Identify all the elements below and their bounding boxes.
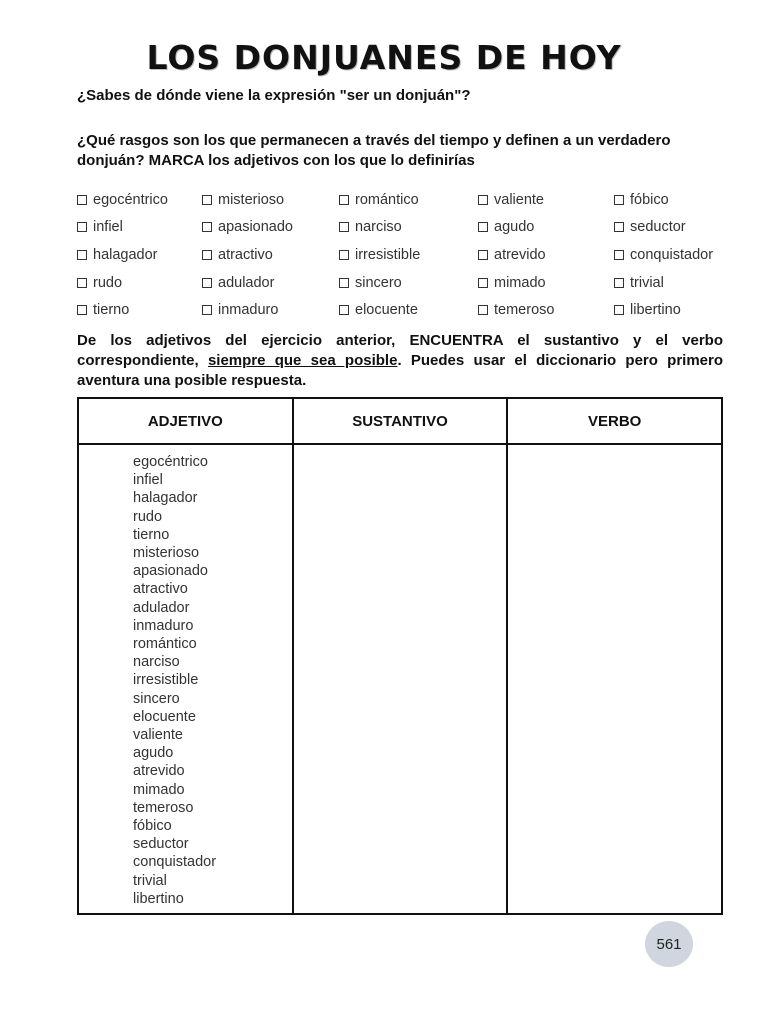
list-item: libertino [133,890,184,907]
adjective-option[interactable] [77,219,202,235]
adjective-option[interactable] [614,219,734,235]
checkbox-row [77,214,734,242]
checkbox[interactable] [202,222,212,232]
list-item: romántico [133,636,197,653]
list-item: mimado [133,781,185,798]
instruction-underlined: siempre que sea posible [207,352,398,369]
checkbox[interactable] [77,278,87,288]
adjective-option[interactable] [614,275,734,291]
adjective-option[interactable] [339,192,478,208]
checkbox[interactable] [202,305,212,315]
adjective-option[interactable] [478,192,614,208]
list-item: sincero [133,690,180,707]
option-label: tierno [93,302,130,319]
list-item: apasionado [133,563,208,580]
list-item: agudo [133,745,174,762]
adjective-checkbox-grid [77,186,734,324]
checkbox[interactable] [478,278,488,288]
adjective-option[interactable] [339,247,478,263]
noun-answer-cell[interactable] [293,444,508,914]
list-item: rudo [133,508,163,525]
option-label: infiel [93,219,123,236]
list-item: fóbico [133,818,172,835]
option-label: inmaduro [218,302,279,319]
option-label: rudo [93,274,123,291]
option-label: valiente [494,191,544,208]
checkbox[interactable] [77,195,87,205]
page-title: LOS DONJUANES DE HOY [146,38,622,77]
list-item: halagador [133,490,198,507]
checkbox[interactable] [77,250,87,260]
list-item: inmaduro [133,617,194,634]
adjective-option[interactable] [478,302,614,318]
adjective-option[interactable] [202,247,339,263]
list-item: valiente [133,727,183,744]
option-label: fóbico [630,191,669,208]
question-traits: ¿Qué rasgos son los que permanecen a través del tiempo y definen a un verdadero donjuán? MARCA los adjetivos con los que lo definirías [77,132,671,169]
header-adjetivo: ADJETIVO [78,398,293,444]
list-item: seductor [133,836,189,853]
checkbox[interactable] [614,250,624,260]
option-label: elocuente [355,302,418,319]
list-item: tierno [133,526,170,543]
option-label: apasionado [218,219,293,236]
list-item: narciso [133,654,180,671]
option-label: seductor [630,219,686,236]
adjective-option[interactable] [202,192,339,208]
option-label: conquistador [630,246,714,263]
option-label: misterioso [218,191,285,208]
adjective-option[interactable] [614,192,734,208]
option-label: romántico [355,191,419,208]
checkbox[interactable] [339,195,349,205]
question-origin: ¿Sabes de dónde viene la expresión "ser un donjuán"? [77,87,471,104]
option-label: atractivo [218,246,273,263]
checkbox[interactable] [478,222,488,232]
option-label: agudo [494,219,535,236]
question-noun-verb [77,331,723,391]
instruction-text: . Puedes usar el diccionario pero primero aventura una posible respuesta. [77,352,724,389]
list-item: conquistador [133,854,217,871]
checkbox[interactable] [77,305,87,315]
option-label: atrevido [494,246,546,263]
list-item: misterioso [133,545,200,562]
checkbox-row [77,296,734,324]
adjective-list [79,445,292,908]
checkbox[interactable] [339,278,349,288]
option-label: narciso [355,219,402,236]
list-item: adulador [133,599,190,616]
option-label: halagador [93,246,158,263]
checkbox-row [77,269,734,297]
adjective-option[interactable] [202,302,339,318]
adjective-option[interactable] [614,247,734,263]
list-item: trivial [133,872,167,889]
adjective-option[interactable] [77,275,202,291]
option-label: mimado [494,274,546,291]
adjective-option[interactable] [614,302,734,318]
adjective-option[interactable] [478,275,614,291]
adjective-option[interactable] [77,192,202,208]
adjective-option[interactable] [202,219,339,235]
checkbox[interactable] [339,250,349,260]
page-number: 561 [645,921,693,967]
table-body-row [78,444,722,914]
list-item: temeroso [133,799,194,816]
checkbox[interactable] [614,222,624,232]
option-label: trivial [630,274,664,291]
checkbox[interactable] [339,305,349,315]
adjective-option[interactable] [478,219,614,235]
checkbox[interactable] [339,222,349,232]
option-label: libertino [630,302,681,319]
adjective-column [78,444,293,914]
checkbox[interactable] [77,222,87,232]
option-label: adulador [218,274,275,291]
option-label: irresistible [355,246,421,263]
word-family-table [77,397,723,915]
checkbox[interactable] [614,305,624,315]
adjective-option[interactable] [77,247,202,263]
header-sustantivo: SUSTANTIVO [293,398,508,444]
checkbox-row [77,241,734,269]
checkbox[interactable] [614,195,624,205]
adjective-option[interactable] [339,219,478,235]
checkbox-row [77,186,734,214]
option-label: sincero [355,274,402,291]
checkbox[interactable] [478,305,488,315]
adjective-option[interactable] [339,275,478,291]
list-item: elocuente [133,708,196,725]
list-item: infiel [133,472,163,489]
checkbox[interactable] [614,278,624,288]
verb-answer-cell[interactable] [507,444,722,914]
adjective-option[interactable] [77,302,202,318]
list-item: atrevido [133,763,185,780]
option-label: temeroso [494,302,555,319]
adjective-option[interactable] [202,275,339,291]
checkbox[interactable] [202,195,212,205]
checkbox[interactable] [478,195,488,205]
adjective-option[interactable] [478,247,614,263]
checkbox[interactable] [478,250,488,260]
option-label: egocéntrico [93,191,168,208]
checkbox[interactable] [202,278,212,288]
table-header-row [78,398,722,444]
list-item: irresistible [133,672,199,689]
instruction-text: De los adjetivos del ejercicio anterior, ENCUENTRA el sustantivo y el verbo correspondiente, [77,332,723,369]
list-item: atractivo [133,581,188,598]
adjective-option[interactable] [339,302,478,318]
header-verbo: VERBO [507,398,722,444]
checkbox[interactable] [202,250,212,260]
list-item: egocéntrico [133,454,208,470]
